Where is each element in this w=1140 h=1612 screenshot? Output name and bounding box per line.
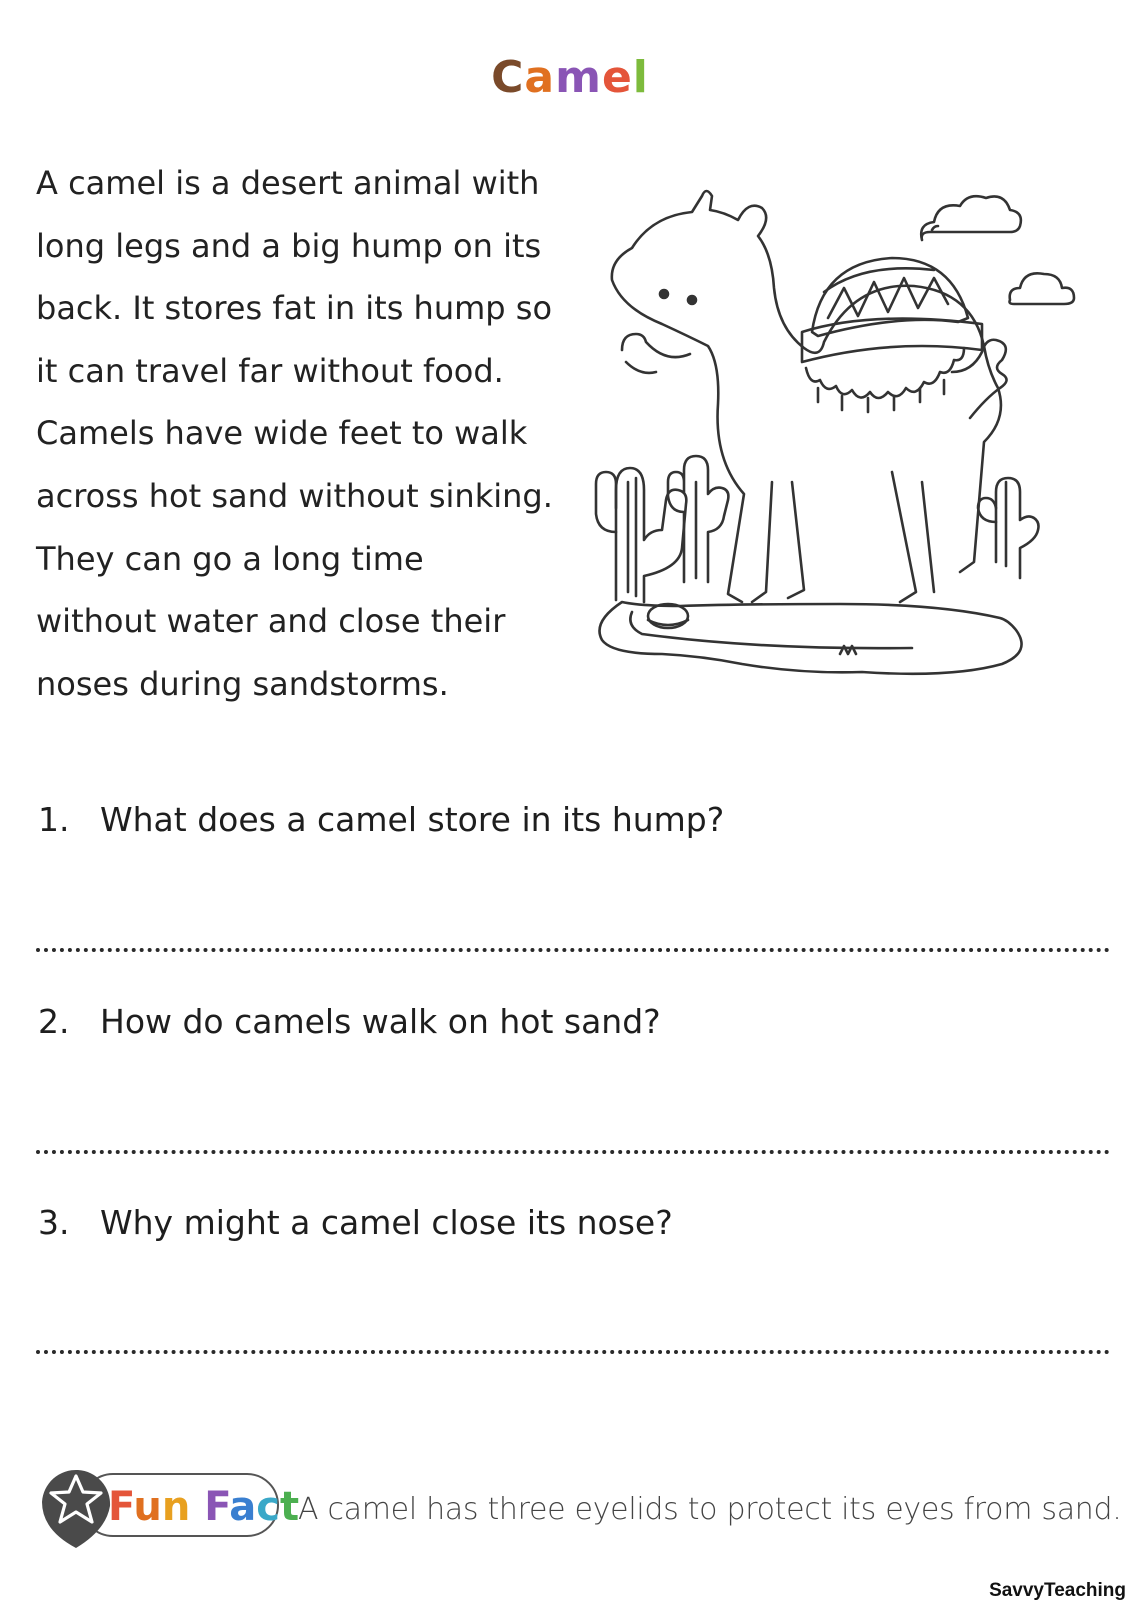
fun-fact-letter: u <box>133 1484 162 1530</box>
camel-body <box>612 191 1007 602</box>
brand-name: SavvyTeaching <box>989 1580 1126 1601</box>
question-2 <box>38 1002 661 1042</box>
fun-fact-letter: c <box>256 1484 280 1530</box>
passage-line: across hot sand without sinking. <box>36 477 553 515</box>
answer-line-1[interactable] <box>36 948 1110 952</box>
fun-fact-letter: t <box>279 1484 300 1530</box>
passage-line: without water and close their <box>36 602 506 641</box>
fun-fact-text: A camel has three eyelids to protect its eyes from sand. <box>298 1492 1122 1527</box>
question-1 <box>38 800 724 840</box>
title-letter: e <box>601 52 633 103</box>
fun-fact-letter: n <box>161 1484 191 1530</box>
answer-line-2[interactable] <box>36 1150 1110 1154</box>
title-letter: m <box>555 52 602 103</box>
page-title <box>0 52 1140 103</box>
passage-line: it can travel far without food. <box>36 351 504 390</box>
question-text: How do camels walk on hot sand? <box>100 1002 661 1041</box>
fun-fact-letter: F <box>108 1484 134 1530</box>
passage-line: back. It stores fat in its hump so <box>36 289 553 328</box>
question-number: 3. <box>38 1203 70 1242</box>
question-number: 2. <box>38 1002 70 1041</box>
cloud-icon <box>921 196 1021 240</box>
title-letter: a <box>524 52 556 103</box>
title-letter: l <box>632 52 649 103</box>
passage-line: Camels have wide feet to walk <box>36 414 528 453</box>
fun-fact-letter <box>190 1484 204 1530</box>
question-3 <box>38 1203 673 1243</box>
camel-illustration <box>592 182 1112 682</box>
fun-fact-letter: F <box>204 1484 230 1530</box>
question-text: Why might a camel close its nose? <box>100 1203 673 1242</box>
question-text: What does a camel store in its hump? <box>100 800 725 839</box>
title-letter: C <box>491 52 525 103</box>
passage-line: noses during sandstorms. <box>36 664 449 703</box>
question-number: 1. <box>38 800 70 839</box>
passage-line: long legs and a big hump on its <box>36 226 542 265</box>
fun-fact-letter: a <box>229 1484 257 1530</box>
passage-line: A camel is a desert animal with <box>36 164 540 202</box>
passage-line: They can go a long time <box>36 539 424 578</box>
fun-fact-label <box>108 1484 299 1530</box>
answer-line-3[interactable] <box>36 1350 1110 1354</box>
cloud-icon <box>1010 273 1075 304</box>
